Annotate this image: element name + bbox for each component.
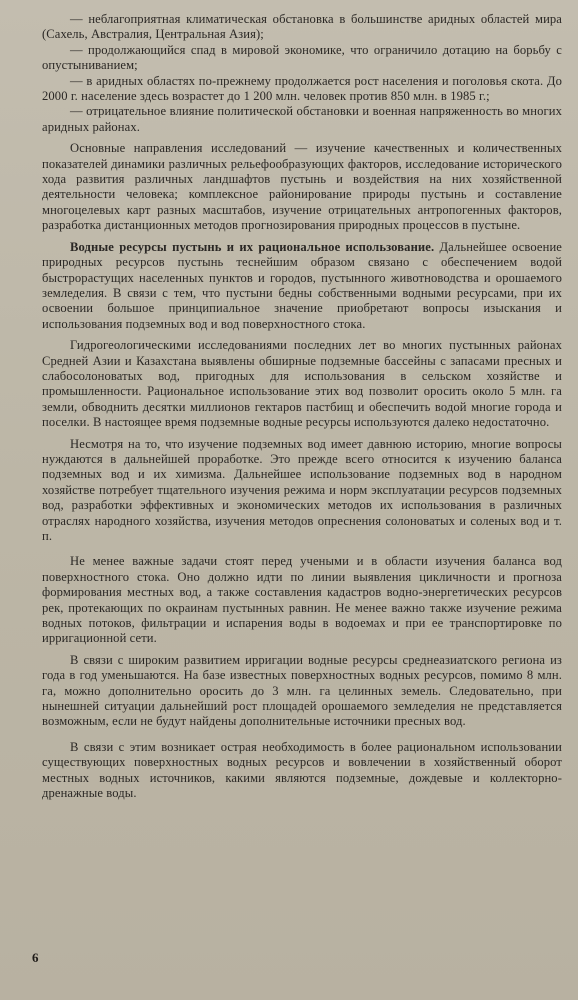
paragraph-text: — неблагоприятная климатическая обстановка в большинстве аридных областей мира (Сахель, Австралия, Центральная Азия);	[42, 12, 562, 42]
paragraph-text: — отрицательное влияние политической обстановки и военная напряженность во многих аридных районах.	[42, 104, 562, 134]
paragraph-hydrogeology	[42, 338, 562, 430]
section-heading: Водные ресурсы пустынь и их рациональное использование.	[70, 239, 435, 254]
paragraph-text: Несмотря на то, что изучение подземных вод имеет давнюю историю, многие вопросы нуждаются в дальнейшей проработке. Это прежде всего относится к изучению баланса подземных вод и их химизма. Дальнейшее использование подземных вод в народном хозяйстве потребует тщательного изучения режима и норм эксплуатации ресурсов подземных вод, разработки эффективных и экономических методов их использования в различных отраслях народного хозяйства, изучения методов опреснения солоноватых и соленых вод и т. п.	[42, 436, 562, 543]
paragraph-rational-use	[42, 740, 562, 802]
paragraph-irrigation	[42, 653, 562, 730]
paragraph-text: В связи с этим возникает острая необходимость в более рациональном использовании существующих поверхностных водных ресурсов и вовлечении в хозяйственный оборот местных водных источников, какими являются подземные, дождевые и коллекторно-дренажные воды.	[42, 739, 562, 801]
paragraph-text: Основные направления исследований — изучение качественных и количественных показателей динамики различных рельефообразующих факторов, исследование исторического хода развития различных ландшафтов пустынь и воздействия на них хозяйственной деятельности человека; комплексное районирование природы пустынь и составление многоцелевых карт разных масштабов, изучение отрицательных антропогенных факторов, разработка дистанционных методов прогнозирования природных процессов в пустыне.	[42, 141, 562, 233]
paragraph-water-resources	[42, 240, 562, 332]
paragraph-text: В связи с широким развитием ирригации водные ресурсы среднеазиатского региона из года в год уменьшаются. На базе известных поверхностных водных ресурсов, помимо 8 млн. га, можно дополнительно оросить до 3 млн. га целинных земель. Следовательно, при нынешней ситуации дальнейший рост площадей орошаемого земледелия не представляется возможным, если не будут найдены дополнительные источники пресных вод.	[42, 652, 562, 729]
paragraph-research-directions	[42, 141, 562, 233]
list-item-economy	[42, 43, 562, 74]
paragraph-text: — продолжающийся спад в мировой экономике, что ограничило дотацию на борьбу с опустыниванием;	[42, 42, 562, 73]
paragraph-text: Гидрогеологическими исследованиями последних лет во многих пустынных районах Средней Азии и Казахстана выявлены обширные подземные бассейны с запасами пресных и слабосолоноватых вод, пригодных для использования в сельском хозяйстве и промышленности. Рациональное использование этих вод позволит оросить около 5 млн. га земли, обводнить десятки миллионов гектаров пастбищ и обеспечить водой многие города и поселки. В настоящее время подземные водные ресурсы используются далеко недостаточно.	[42, 338, 562, 430]
list-item-population	[42, 74, 562, 105]
list-item-politics	[42, 104, 562, 135]
paragraph-text: Дальнейшее освоение природных ресурсов пустынь теснейшим образом связано с обеспечением водой быстрорастущих населенных пунктов и городов, пустынного животноводства и орошаемого земледелия. В связи с тем, что пустыни бедны собственными водными ресурсами, при их освоении большое принципиальное значение приобретают вопросы изыскания и использования подземных вод и вод поверхностного стока.	[42, 239, 562, 331]
paragraph-text: Не менее важные задачи стоят перед учеными и в области изучения баланса вод поверхностного стока. Оно должно идти по линии выявления цикличности и прогноза формирования местных вод, а также составления кадастров водно-энергетических ресурсов рек, протекающих по окраинам пустынных равнин. Не менее важно также изучение режима водных потоков, фильтрации и испарения воды в водоемах и при ее транспортировке по ирригационной сети.	[42, 554, 562, 646]
paragraph-groundwater-study	[42, 437, 562, 545]
page-number: 6	[32, 950, 39, 965]
text-column	[42, 12, 562, 802]
paragraph-text: — в аридных областях по-прежнему продолжается рост населения и поголовья скота. До 2000 г. население здесь возрастет до 1 200 млн. человек против 850 млн. в 1985 г.;	[42, 73, 562, 104]
paragraph-surface-runoff	[42, 554, 562, 646]
list-item-climate	[42, 12, 562, 43]
